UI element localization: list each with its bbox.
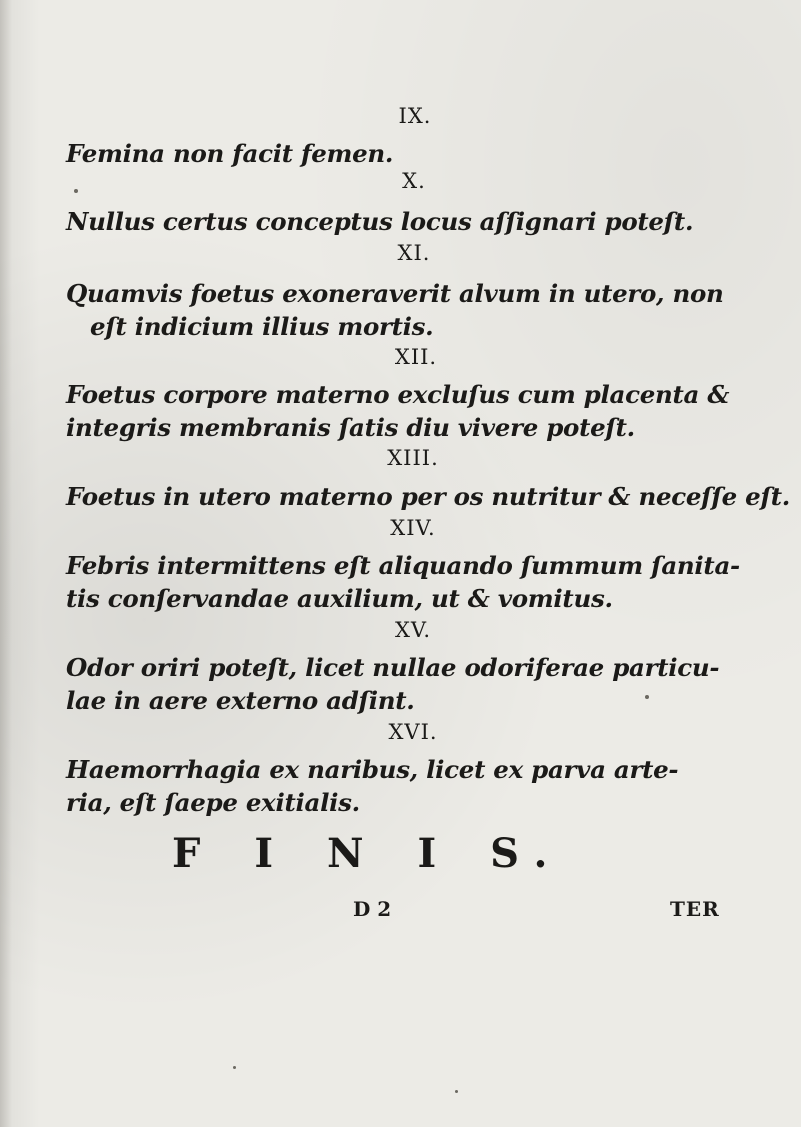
thesis-numeral: X. (402, 169, 426, 193)
thesis-text-line: tis conſervandae auxilium, ut & vomitus. (66, 584, 613, 613)
thesis-text-line: Foetus in utero materno per os nutritur & neceſſe eſt. (66, 482, 790, 511)
page-gutter-shadow (0, 0, 12, 1127)
thesis-numeral: XI. (397, 241, 431, 265)
finis-heading: F I N I S. (172, 830, 564, 877)
ink-speck (74, 189, 78, 193)
thesis-text-line: Odor oriri poteſt, licet nullae odoriferae particu- (66, 653, 720, 682)
thesis-numeral: XII. (394, 345, 438, 369)
thesis-text-line: lae in aere externo adſint. (66, 686, 415, 715)
thesis-numeral: XV. (394, 618, 432, 642)
thesis-text-line: eſt indicium illius mortis. (90, 312, 434, 341)
ink-speck (645, 695, 649, 699)
ink-speck (455, 1090, 458, 1093)
thesis-text-line: Febris intermittens eſt aliquando ſummum ſanita- (66, 551, 740, 580)
thesis-text-line: Nullus certus conceptus locus aſſignari poteſt. (66, 207, 694, 236)
catchword: TER (670, 897, 720, 921)
thesis-numeral: XIV. (390, 516, 436, 540)
thesis-text-line: Femina non facit femen. (66, 139, 394, 168)
ink-speck (233, 1066, 236, 1069)
thesis-numeral: XVI. (388, 720, 438, 744)
thesis-text-line: ria, eſt ſaepe exitialis. (66, 788, 360, 817)
thesis-text-line: Haemorrhagia ex naribus, licet ex parva arte- (66, 755, 679, 784)
thesis-numeral: XIII. (387, 446, 439, 470)
signature-mark: D 2 (353, 897, 392, 921)
thesis-text-line: Foetus corpore materno excluſus cum placenta & (66, 380, 730, 409)
thesis-text-line: integris membranis ſatis diu vivere poteſt. (66, 413, 635, 442)
thesis-numeral: IX. (398, 104, 432, 128)
thesis-text-line: Quamvis foetus exoneraverit alvum in utero, non (66, 279, 724, 308)
